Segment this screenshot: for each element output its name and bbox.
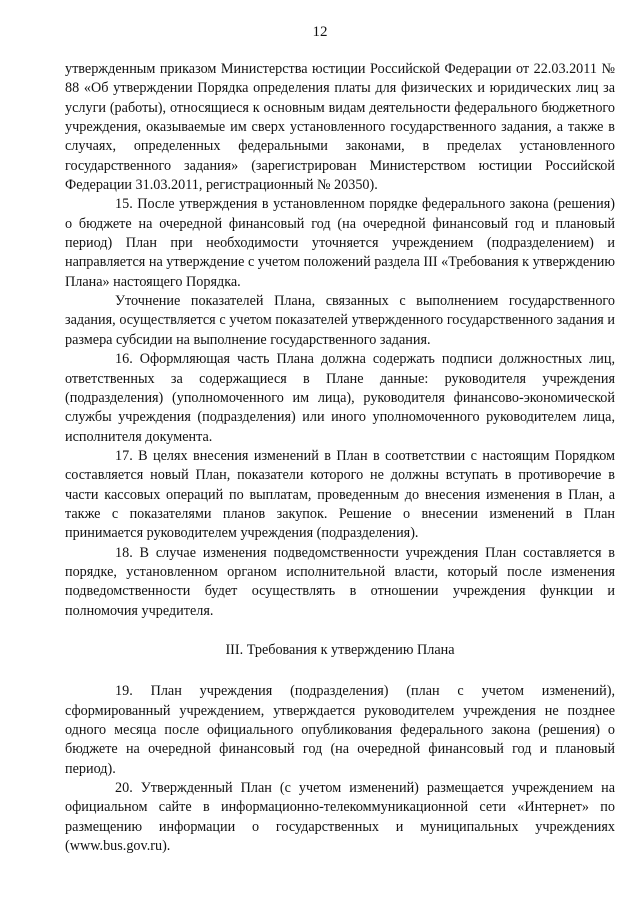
paragraph-20: 20. Утвержденный План (с учетом изменений) размещается учреждением на официальном сайте в информационно-телекоммуникационной сети «Интернет» по размещению информации о государственных и муниципальных учреждениях (www.bus.gov.ru). xyxy=(65,780,615,855)
paragraph-15: 15. После утверждения в установленном порядке федерального закона (решения) о бюджете на очередной финансовый год (на очередной финансовый год и плановый период) План при необходимости уточняется учреждением (подразделением) и направляется на утверждение с учетом положений раздела III «Требования к утверждению Плана» настоящего Порядка. xyxy=(65,196,615,290)
section-heading: III. Требования к утверждению Плана xyxy=(225,641,455,658)
page-number: 12 xyxy=(312,24,328,40)
paragraph-15-clarification: Уточнение показателей Плана, связанных с выполнением государственного задания, осуществляется с учетом показателей утвержденного государственного задания и размера субсидии на выполнение государственного задания. xyxy=(65,293,615,348)
paragraph-17: 17. В целях внесения изменений в План в соответствии с настоящим Порядком составляется новый План, показатели которого не должны вступать в противоречие в части кассовых операций по выплатам, проведенным до внесения изменения в План, а также с показателями планов закупок. Решение о внесении изменений в План принимается руководителем учреждения (подразделения). xyxy=(65,447,615,542)
paragraph-19: 19. План учреждения (подразделения) (план с учетом изменений), сформированный учреждением, утверждается руководителем учреждения не позднее одного месяца после официального опубликования федерального закона (решения) о бюджете на очередной финансовый год (на очередной финансовый год и плановый период). xyxy=(65,683,615,777)
paragraph-continuation: утвержденным приказом Министерства юстиции Российской Федерации от 22.03.2011 № 88 «Об утверждении Порядка определения платы для физических и юридических лиц за услуги (работы), относящиеся к основным видам деятельности федерального бюджетного учреждения, оказываемые им сверх установленного государственного задания, а также в случаях, определенных федеральными законами, в пределах установленного государственного задания» (зарегистрирован Министерством юстиции Российской Федерации 31.03.2011, регистрационный № 20350). xyxy=(65,61,615,194)
paragraph-18: 18. В случае изменения подведомственности учреждения План составляется в порядке, установленном органом исполнительной власти, который после изменения подведомственности будет осуществлять в отношении учреждения функции и полномочия учредителя. xyxy=(65,544,615,619)
document-body xyxy=(65,60,615,856)
paragraph-16: 16. Оформляющая часть Плана должна содержать подписи должностных лиц, ответственных за содержащиеся в Плане данные: руководителя учреждения (подразделения) (уполномоченного им лица), руководителя финансово-экономической службы учреждения (подразделения) или иного уполномоченного руководителем лица, исполнителя документа. xyxy=(65,351,615,445)
